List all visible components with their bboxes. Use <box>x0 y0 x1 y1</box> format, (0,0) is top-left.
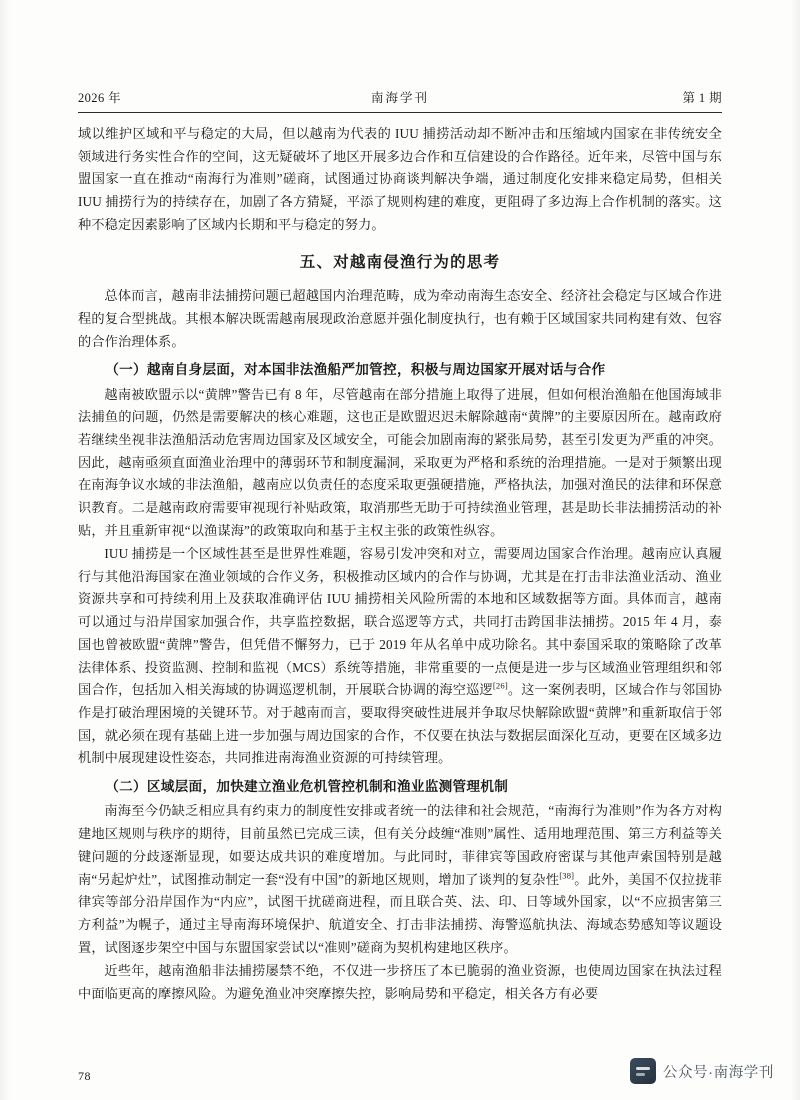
paragraph-sub2-1 <box>78 800 722 959</box>
subsection-heading-two: （二）区域层面，加快建立渔业危机管控机制和渔业监测管理机制 <box>105 779 509 795</box>
paragraph-overview: 总体而言，越南非法捕捞问题已超越国内治理范畴，成为牵动南海生态安全、经济社会稳定与区域合作进程的复合型挑战。其根本解决既需越南展现政治意愿并强化制度执行，也有赖于区域国家共同构建有效、包容的合作治理体系。 <box>78 288 722 349</box>
paragraph-continued-top: 域以维护区域和平与稳定的大局，但以越南为代表的 IUU 捕捞活动却不断冲击和压缩域内国家在非传统安全领域进行务实性合作的空间，这无疑破坏了地区开展多边合作和互信建设的合作路径。近年来，尽管中国与东盟国家一直在推动“南海行为准则”磋商，试图通过协商谈判解决争端，通过制度化安排来稳定局势，但相关 IUU 捕捞行为的持续存在，加剧了各方猜疑，平添了规则构建的难度，更阻碍了多边海上合作机制的落实。这种不稳定因素影响了区域内长期和平与稳定的努力。 <box>78 126 722 232</box>
watermark-label: 公众号·南海学刊 <box>662 1064 774 1081</box>
subsection-heading-one: （一）越南自身层面，对本国非法渔船严加管控，积极与周边国家开展对话与合作 <box>105 362 606 378</box>
running-head <box>78 88 722 112</box>
page-number: 78 <box>78 1069 91 1083</box>
running-head-issue: 第 1 期 <box>682 91 722 105</box>
paragraph-sub1-2-text: IUU 捕捞是一个区域性甚至是世界性难题，容易引发冲突和对立，需要周边国家合作治理。越南应认真履行与其他沿海国家在渔业领域的合作义务，积极推动区域内的合作与协调，尤其是在打击非法渔业活动、渔业资源共享和可持续利用上及获取准确评估 IUU 捕捞相关风险所需的本地和区域数据等方面。具体而言，越南可以通过与沿岸国家加强合作，共享监控数据，联合巡逻等方式，共同打击跨国非法捕捞。2015 年 4 月，泰国也曾被欧盟“黄牌”警告，但凭借不懈努力，已于 2019 年从名单中成功除名。其中泰国采取的策略除了改革法律体系、投资监测、控制和监视（MCS）系统等措施，非常重要的一点便是进一步与区域渔业管理组织和邻国合作，包括加入相关海域的协调巡逻机制，开展联合协调的海空巡逻 <box>78 546 722 698</box>
body-column <box>78 123 722 1005</box>
footnote-ref-38: [38] <box>559 870 575 881</box>
paragraph-bottom: 近些年，越南渔船非法捕捞屡禁不绝，不仅进一步挤压了本已脆弱的渔业资源，也使周边国家在执法过程中面临更高的摩擦风险。为避免渔业冲突摩擦失控，影响局势和平稳定，相关各方有必要 <box>78 962 722 1001</box>
paragraph-sub1-1: 越南被欧盟示以“黄牌”警告已有 8 年，尽管越南在部分措施上取得了进展，但如何根治渔船在他国海域非法捕鱼的问题，仍然是需要解决的核心难题，这也正是欧盟迟迟未解除越南“黄牌”的主要原因所在。越南政府若继续坐视非法渔船活动危害周边国家及区域安全，可能会加剧南海的紧张局势，甚至引发更为严重的冲突。因此，越南亟须直面渔业治理中的薄弱环节和制度漏洞，采取更为严格和系统的治理措施。一是对于频繁出现在南海争议水域的非法渔船，越南应以负责任的态度采取更强硬措施，严格执法，加强对渔民的法律和环保意识教育。二是越南政府需要审视现行补贴政策，取消那些无助于可持续渔业管理，甚是助长非法捕捞活动的补贴，并且重新审视“以渔谋海”的政策取向和基于主权主张的政策性纵容。 <box>78 386 722 538</box>
paragraph-sub1-2-tail: 。这一案例表明，区域合作与邻国协作是打破治理困境的关键环节。对于越南而言，要取得突破性进展并争取尽快解除欧盟“黄牌”和重新取信于邻国，就必须在现有基础上进一步加强与周边国家的合作，不仅要在执法与数据层面深化互动，更要在区域多边机制中展现建设性姿态，共同推进南海渔业资源的可持续管理。 <box>78 682 722 766</box>
footnote-ref-26: [26] <box>492 680 508 691</box>
section-heading-five: 五、对越南侵渔行为的思考 <box>299 253 501 271</box>
paragraph-sub2-1-text: 南海至今仍缺乏相应具有约束力的制度性安排或者统一的法律和社会规范，“南海行为准则”作为各方对构建地区规则与秩序的期待，目前虽然已完成三读，但有关分歧缠“准则”属性、适用地理范围、第三方利益等关键问题的分歧逐渐显现，如要达成共识的难度增加。与此同时，菲律宾等国政府密谋与其他声索国特别是越南“另起炉灶”，试图推动制定一套“没有中国”的新地区规则，增加了谈判的复杂性 <box>78 803 722 887</box>
running-head-year: 2026 年 <box>78 91 122 105</box>
header-rule <box>78 112 722 113</box>
running-head-journal: 南海学刊 <box>370 91 429 105</box>
scan-edge-left <box>0 0 10 1100</box>
scan-edge-right <box>790 0 800 1100</box>
paragraph-sub2-1-tail: 。此外，美国不仅拉拢菲律宾等部分沿岸国作为“内应”，试图干扰磋商进程，而且联合英、法、印、日等域外国家，以“不应损害第三方利益”为幌子，通过主导南海环境保护、航道安全、打击非法捕捞、海警巡航执法、海域态势感知等议题设置，试图逐步架空中国与东盟国家尝试以“准则”磋商为契机构建地区秩序。 <box>78 871 722 955</box>
watermark <box>630 1058 774 1084</box>
paragraph-sub1-2 <box>78 543 722 770</box>
journal-logo-icon <box>630 1058 656 1084</box>
